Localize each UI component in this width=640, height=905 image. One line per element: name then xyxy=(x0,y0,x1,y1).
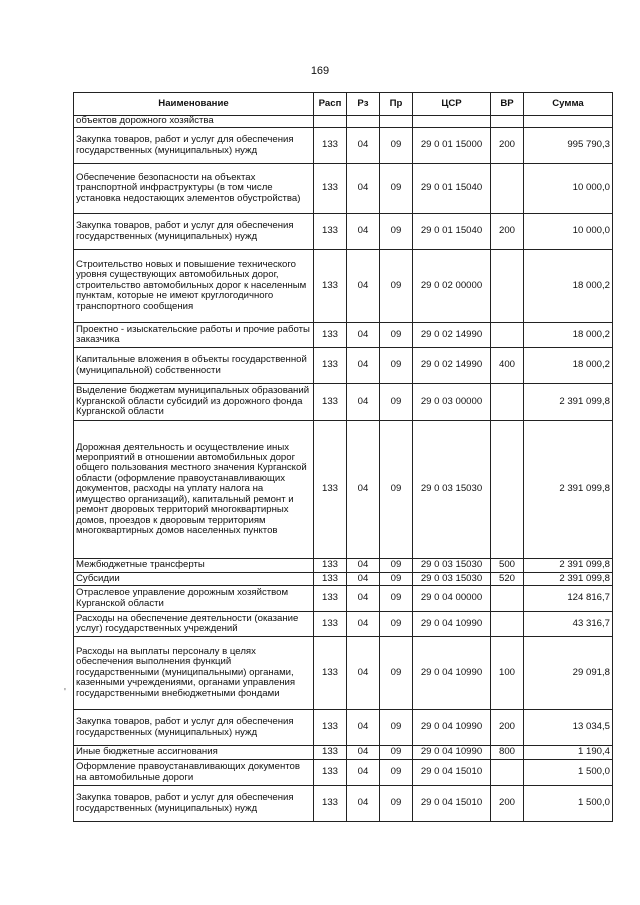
cell-name: Оформление правоустанавливающих документов на автомобильные дороги xyxy=(74,760,314,786)
cell-csr: 29 0 04 10990 xyxy=(413,612,491,637)
cell-csr: 29 0 01 15040 xyxy=(413,214,491,250)
cell-rz: 04 xyxy=(347,573,380,586)
cell-pr: 09 xyxy=(380,559,413,573)
stray-mark: ' xyxy=(64,687,66,698)
cell-rz: 04 xyxy=(347,384,380,421)
table-row xyxy=(74,164,613,214)
cell-rz: 04 xyxy=(347,786,380,822)
cell-name: Расходы на выплаты персоналу в целях обеспечения выполнения функций государственными (муниципальными) органами, казенными учреждениями, органами управления государственными внебюджетными фондами xyxy=(74,637,314,710)
cell-pr: 09 xyxy=(380,421,413,559)
cell-pr: 09 xyxy=(380,384,413,421)
header-rasp: Расп xyxy=(314,93,347,116)
cell-rz: 04 xyxy=(347,250,380,323)
cell-rz: 04 xyxy=(347,164,380,214)
table-row xyxy=(74,637,613,710)
cell-name: Межбюджетные трансферты xyxy=(74,559,314,573)
cell-name: Закупка товаров, работ и услуг для обеспечения государственных (муниципальных) нужд xyxy=(74,710,314,746)
table-row xyxy=(74,786,613,822)
cell-vr: 200 xyxy=(491,786,524,822)
cell-csr: 29 0 01 15000 xyxy=(413,128,491,164)
cell-rasp: 133 xyxy=(314,421,347,559)
cell-name: Отраслевое управление дорожным хозяйством Курганской области xyxy=(74,586,314,612)
cell-rz: 04 xyxy=(347,421,380,559)
cell-vr xyxy=(491,384,524,421)
cell-pr: 09 xyxy=(380,323,413,348)
cell-sum: 10 000,0 xyxy=(524,214,613,250)
cell-sum: 13 034,5 xyxy=(524,710,613,746)
cell-csr: 29 0 04 00000 xyxy=(413,586,491,612)
cell-rasp: 133 xyxy=(314,786,347,822)
cell-name: Дорожная деятельность и осуществление иных мероприятий в отношении автомобильных дорог общего пользования местного значения Курганской области (оформление правоустанавливающих документов, расходы на уплату налога на имущество организаций), капитальный ремонт и ремонт дворовых территорий многоквартирных домов, проездов к дворовым территориям многоквартирных домов населенных пунктов xyxy=(74,421,314,559)
cell-csr: 29 0 03 15030 xyxy=(413,421,491,559)
cell-pr: 09 xyxy=(380,746,413,760)
header-pr: Пр xyxy=(380,93,413,116)
cell-vr xyxy=(491,323,524,348)
cell-name: Иные бюджетные ассигнования xyxy=(74,746,314,760)
cell-sum xyxy=(524,116,613,128)
cell-rasp: 133 xyxy=(314,586,347,612)
cell-name: Капитальные вложения в объекты государственной (муниципальной) собственности xyxy=(74,348,314,384)
table-row xyxy=(74,384,613,421)
cell-vr: 800 xyxy=(491,746,524,760)
page-number: 169 xyxy=(310,65,330,77)
header-rz: Рз xyxy=(347,93,380,116)
cell-rz: 04 xyxy=(347,710,380,746)
cell-pr: 09 xyxy=(380,760,413,786)
cell-rz xyxy=(347,116,380,128)
cell-vr: 100 xyxy=(491,637,524,710)
table-row xyxy=(74,128,613,164)
cell-vr: 500 xyxy=(491,559,524,573)
cell-pr: 09 xyxy=(380,573,413,586)
table-row xyxy=(74,612,613,637)
table-body xyxy=(74,116,613,822)
table-row xyxy=(74,116,613,128)
table-row xyxy=(74,573,613,586)
cell-rz: 04 xyxy=(347,760,380,786)
cell-csr: 29 0 01 15040 xyxy=(413,164,491,214)
cell-pr: 09 xyxy=(380,164,413,214)
cell-pr: 09 xyxy=(380,586,413,612)
table-row xyxy=(74,559,613,573)
budget-table xyxy=(73,92,613,822)
cell-rz: 04 xyxy=(347,323,380,348)
cell-rasp: 133 xyxy=(314,323,347,348)
cell-pr: 09 xyxy=(380,786,413,822)
cell-rasp xyxy=(314,116,347,128)
table-row xyxy=(74,586,613,612)
cell-pr: 09 xyxy=(380,348,413,384)
cell-vr: 400 xyxy=(491,348,524,384)
cell-name: Закупка товаров, работ и услуг для обеспечения государственных (муниципальных) нужд xyxy=(74,128,314,164)
cell-rasp: 133 xyxy=(314,612,347,637)
cell-vr xyxy=(491,116,524,128)
table-row xyxy=(74,250,613,323)
cell-csr: 29 0 04 10990 xyxy=(413,710,491,746)
cell-rasp: 133 xyxy=(314,250,347,323)
table-row xyxy=(74,746,613,760)
cell-sum: 2 391 099,8 xyxy=(524,573,613,586)
cell-rz: 04 xyxy=(347,637,380,710)
cell-name: Выделение бюджетам муниципальных образований Курганской области субсидий из дорожного фонда Курганской области xyxy=(74,384,314,421)
cell-csr: 29 0 04 15010 xyxy=(413,760,491,786)
cell-rz: 04 xyxy=(347,348,380,384)
cell-rasp: 133 xyxy=(314,710,347,746)
cell-rasp: 133 xyxy=(314,559,347,573)
cell-pr: 09 xyxy=(380,612,413,637)
cell-sum: 1 500,0 xyxy=(524,786,613,822)
cell-name: Строительство новых и повышение технического уровня существующих автомобильных дорог, строительство автомобильных дорог к населенным пунктам, которые не имеют круглогодичного транспортного сообщения xyxy=(74,250,314,323)
cell-sum: 2 391 099,8 xyxy=(524,421,613,559)
cell-rz: 04 xyxy=(347,559,380,573)
table-row xyxy=(74,323,613,348)
cell-rz: 04 xyxy=(347,746,380,760)
cell-sum: 18 000,2 xyxy=(524,323,613,348)
cell-name: Закупка товаров, работ и услуг для обеспечения государственных (муниципальных) нужд xyxy=(74,214,314,250)
header-row xyxy=(74,93,613,116)
cell-csr: 29 0 03 15030 xyxy=(413,573,491,586)
cell-rasp: 133 xyxy=(314,214,347,250)
table-row xyxy=(74,214,613,250)
cell-sum: 2 391 099,8 xyxy=(524,559,613,573)
cell-sum: 2 391 099,8 xyxy=(524,384,613,421)
cell-name: Субсидии xyxy=(74,573,314,586)
cell-pr: 09 xyxy=(380,128,413,164)
cell-rasp: 133 xyxy=(314,746,347,760)
cell-pr xyxy=(380,116,413,128)
cell-vr xyxy=(491,586,524,612)
header-name: Наименование xyxy=(74,93,314,116)
cell-csr: 29 0 03 15030 xyxy=(413,559,491,573)
table-row xyxy=(74,421,613,559)
cell-csr: 29 0 02 14990 xyxy=(413,348,491,384)
cell-pr: 09 xyxy=(380,637,413,710)
header-vr: ВР xyxy=(491,93,524,116)
cell-vr xyxy=(491,421,524,559)
cell-name: Расходы на обеспечение деятельности (оказание услуг) государственных учреждений xyxy=(74,612,314,637)
table-row xyxy=(74,348,613,384)
cell-name: Обеспечение безопасности на объектах транспортной инфраструктуры (в том числе установка недостающих элементов обустройства) xyxy=(74,164,314,214)
cell-rasp: 133 xyxy=(314,348,347,384)
cell-pr: 09 xyxy=(380,710,413,746)
cell-csr: 29 0 04 15010 xyxy=(413,786,491,822)
cell-rasp: 133 xyxy=(314,164,347,214)
cell-name: объектов дорожного хозяйства xyxy=(74,116,314,128)
cell-rasp: 133 xyxy=(314,128,347,164)
cell-rasp: 133 xyxy=(314,384,347,421)
cell-csr: 29 0 04 10990 xyxy=(413,637,491,710)
cell-vr: 200 xyxy=(491,214,524,250)
cell-sum: 995 790,3 xyxy=(524,128,613,164)
header-csr: ЦСР xyxy=(413,93,491,116)
cell-sum: 18 000,2 xyxy=(524,348,613,384)
cell-csr: 29 0 04 10990 xyxy=(413,746,491,760)
cell-sum: 1 500,0 xyxy=(524,760,613,786)
cell-csr: 29 0 03 00000 xyxy=(413,384,491,421)
cell-rasp: 133 xyxy=(314,637,347,710)
cell-vr xyxy=(491,760,524,786)
cell-vr: 200 xyxy=(491,128,524,164)
cell-sum: 29 091,8 xyxy=(524,637,613,710)
cell-rz: 04 xyxy=(347,128,380,164)
cell-pr: 09 xyxy=(380,250,413,323)
cell-name: Проектно - изыскательские работы и прочие работы заказчика xyxy=(74,323,314,348)
cell-sum: 10 000,0 xyxy=(524,164,613,214)
cell-pr: 09 xyxy=(380,214,413,250)
cell-rz: 04 xyxy=(347,586,380,612)
cell-sum: 124 816,7 xyxy=(524,586,613,612)
cell-sum: 1 190,4 xyxy=(524,746,613,760)
header-sum: Сумма xyxy=(524,93,613,116)
cell-vr xyxy=(491,612,524,637)
table-row xyxy=(74,710,613,746)
cell-csr xyxy=(413,116,491,128)
cell-csr: 29 0 02 00000 xyxy=(413,250,491,323)
cell-vr xyxy=(491,164,524,214)
cell-rasp: 133 xyxy=(314,760,347,786)
cell-rz: 04 xyxy=(347,214,380,250)
cell-csr: 29 0 02 14990 xyxy=(413,323,491,348)
cell-rz: 04 xyxy=(347,612,380,637)
cell-sum: 18 000,2 xyxy=(524,250,613,323)
cell-sum: 43 316,7 xyxy=(524,612,613,637)
cell-name: Закупка товаров, работ и услуг для обеспечения государственных (муниципальных) нужд xyxy=(74,786,314,822)
table-row xyxy=(74,760,613,786)
cell-vr: 200 xyxy=(491,710,524,746)
cell-vr xyxy=(491,250,524,323)
cell-vr: 520 xyxy=(491,573,524,586)
cell-rasp: 133 xyxy=(314,573,347,586)
